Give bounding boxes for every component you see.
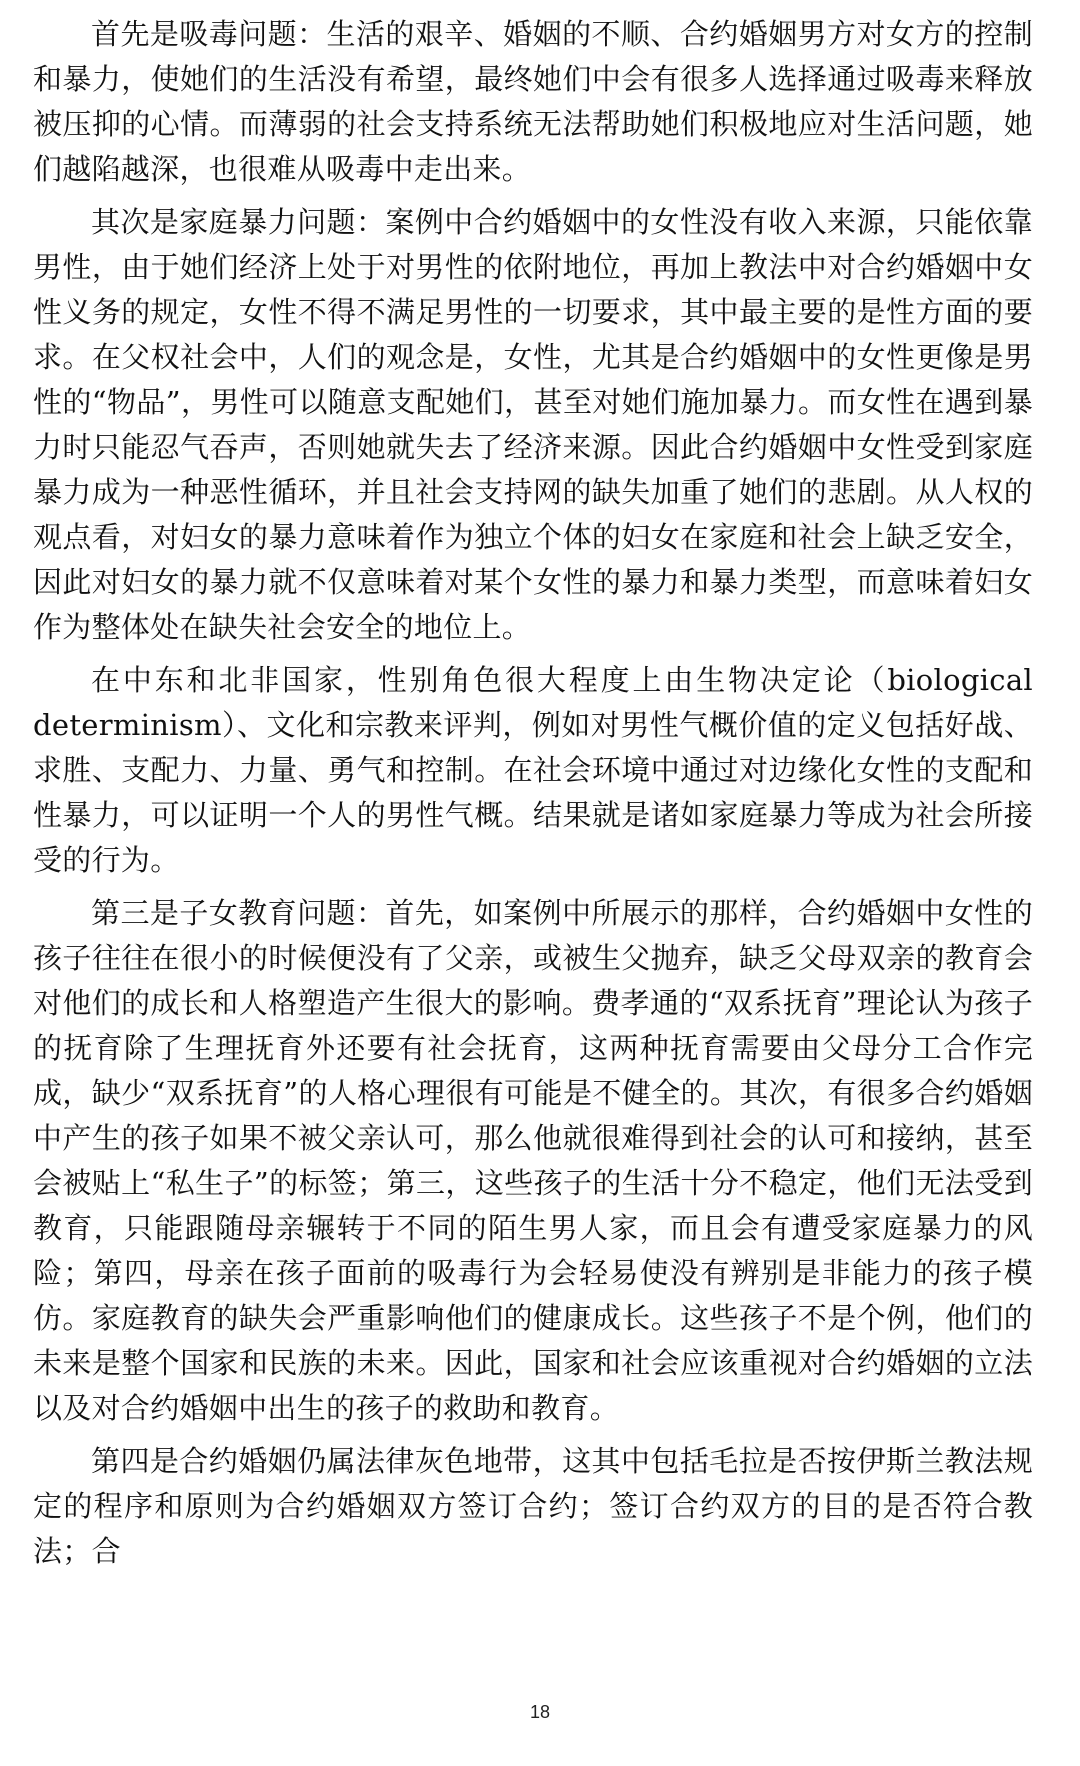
paragraph-drug-abuse: 首先是吸毒问题：生活的艰辛、婚姻的不顺、合约婚姻男方对女方的控制和暴力，使她们的生活没有希望，最终她们中会有很多人选择通过吸毒来释放被压抑的心情。而薄弱的社会支持系统无法帮助她们积极地应对生活问题，她们越陷越深，也很难从吸毒中走出来。 <box>33 17 1033 186</box>
body-text <box>33 12 1033 1582</box>
paragraph-domestic-violence: 其次是家庭暴力问题：案例中合约婚姻中的女性没有收入来源，只能依靠男性，由于她们经济上处于对男性的依附地位，再加上教法中对合约婚姻中女性义务的规定，女性不得不满足男性的一切要求，其中最主要的是性方面的要求。在父权社会中，人们的观念是，女性，尤其是合约婚姻中的女性更像是男性的“物品”，男性可以随意支配她们，甚至对她们施加暴力。而女性在遇到暴力时只能忍气吞声，否则她就失去了经济来源。因此合约婚姻中女性受到家庭暴力成为一种恶性循环，并且社会支持网的缺失加重了她们的悲剧。从人权的观点看，对妇女的暴力意味着作为独立个体的妇女在家庭和社会上缺乏安全，因此对妇女的暴力就不仅意味着对某个女性的暴力和暴力类型，而意味着妇女作为整体处在缺失社会安全的地位上。 <box>33 205 1033 644</box>
page-number: 18 <box>529 1702 551 1722</box>
paragraph-legal-grey-zone: 第四是合约婚姻仍属法律灰色地带，这其中包括毛拉是否按伊斯兰教法规定的程序和原则为合约婚姻双方签订合约；签订合约双方的目的是否符合教法；合 <box>33 1444 1033 1568</box>
paragraph-gender-roles: 在中东和北非国家，性别角色很大程度上由生物决定论（biological determinism）、文化和宗教来评判，例如对男性气概价值的定义包括好战、求胜、支配力、力量、勇气和控制。在社会环境中通过对边缘化女性的支配和性暴力，可以证明一个人的男性气概。结果就是诸如家庭暴力等成为社会所接受的行为。 <box>33 663 1033 877</box>
paragraph-child-education: 第三是子女教育问题：首先，如案例中所展示的那样，合约婚姻中女性的孩子往往在很小的时候便没有了父亲，或被生父抛弃，缺乏父母双亲的教育会对他们的成长和人格塑造产生很大的影响。费孝通的“双系抚育”理论认为孩子的抚育除了生理抚育外还要有社会抚育，这两种抚育需要由父母分工合作完成，缺少“双系抚育”的人格心理很有可能是不健全的。其次，有很多合约婚姻中产生的孩子如果不被父亲认可，那么他就很难得到社会的认可和接纳，甚至会被贴上“私生子”的标签；第三，这些孩子的生活十分不稳定，他们无法受到教育，只能跟随母亲辗转于不同的陌生男人家，而且会有遭受家庭暴力的风险；第四，母亲在孩子面前的吸毒行为会轻易使没有辨别是非能力的孩子模仿。家庭教育的缺失会严重影响他们的健康成长。这些孩子不是个例，他们的未来是整个国家和民族的未来。因此，国家和社会应该重视对合约婚姻的立法以及对合约婚姻中出生的孩子的救助和教育。 <box>33 896 1033 1425</box>
